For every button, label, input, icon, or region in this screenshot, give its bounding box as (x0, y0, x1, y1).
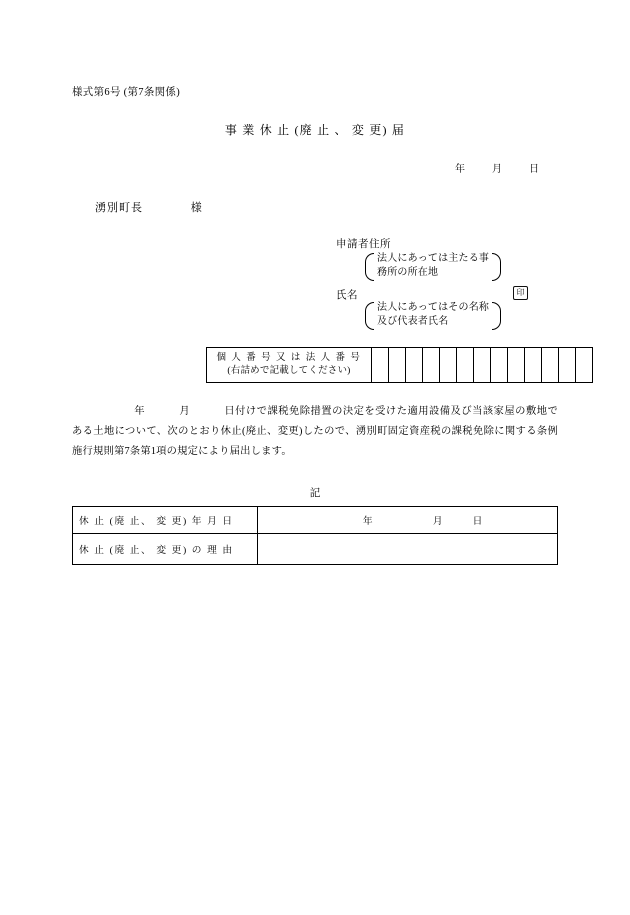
brace-right-icon (492, 302, 501, 330)
applicant-address-note-line2: 務所の所在地 (377, 267, 439, 278)
table-row (73, 507, 558, 534)
addressee-honorific: 様 (190, 202, 203, 214)
number-cell[interactable] (559, 348, 576, 383)
body-date-year: 年 (134, 406, 146, 417)
value-day-label: 日 (472, 516, 483, 527)
date-day-label: 日 (529, 164, 540, 175)
applicant-address-note-line1: 法人にあっては主たる事 (377, 253, 490, 264)
page-title: 事 業 休 止 (廃 止 、 変 更) 届 (224, 123, 406, 137)
brace-left-icon (365, 302, 374, 330)
number-cell[interactable] (389, 348, 406, 383)
body-date-month: 月 (179, 406, 191, 417)
number-cell[interactable] (474, 348, 491, 383)
number-cell[interactable] (440, 348, 457, 383)
date-month-label: 月 (492, 164, 503, 175)
number-cell[interactable] (406, 348, 423, 383)
applicant-address-note (365, 252, 501, 280)
body-paragraph (72, 402, 558, 462)
form-code: 様式第6号 (第7条関係) (72, 87, 181, 98)
addressee (95, 199, 203, 215)
number-table-label-line2: (右詰めで記載してください) (227, 366, 351, 376)
value-month-label: 月 (432, 516, 443, 527)
number-cell[interactable] (372, 348, 389, 383)
number-cell[interactable] (525, 348, 542, 383)
number-table-label-line1: 個 人 番 号 又 は 法 人 番 号 (216, 353, 362, 363)
row-value-suspension-reason[interactable] (258, 534, 558, 565)
number-cell[interactable] (508, 348, 525, 383)
applicant-name-note (365, 301, 501, 329)
applicant-name-label: 氏名 (336, 290, 358, 301)
applicant-name-note-line1: 法人にあってはその名称 (377, 302, 490, 313)
row-value-suspension-date[interactable] (258, 507, 558, 534)
table-row (207, 348, 593, 383)
ki-mark: 記 (309, 488, 321, 499)
detail-table (72, 506, 558, 565)
addressee-name: 湧別町長 (95, 202, 143, 214)
row-label-suspension-date: 休 止 (廃 止、 変 更) 年 月 日 (73, 507, 258, 534)
seal-stamp-icon: 印 (513, 286, 528, 300)
number-table (206, 347, 593, 383)
date-year-label: 年 (455, 164, 466, 175)
value-year-label: 年 (362, 516, 373, 527)
applicant-name-note-line2: 及び代表者氏名 (377, 316, 449, 327)
number-cell[interactable] (576, 348, 593, 383)
number-cell[interactable] (457, 348, 474, 383)
number-cell[interactable] (491, 348, 508, 383)
number-cell[interactable] (542, 348, 559, 383)
row-label-suspension-reason: 休 止 (廃 止、 変 更) の 理 由 (73, 534, 258, 565)
number-cell[interactable] (423, 348, 440, 383)
number-table-label (207, 348, 372, 383)
table-row (73, 534, 558, 565)
applicant-address-label: 申請者住所 (336, 239, 391, 250)
date-line-top (455, 160, 540, 175)
brace-left-icon (365, 253, 374, 281)
body-text: 日付けで課税免除措置の決定を受けた適用設備及び当該家屋の敷地である土地について、次のとおり休止(廃止、変更)したので、湧別町固定資産税の課税免除に関する条例施行規則第7条第1項の規定により届出します。 (72, 406, 558, 457)
brace-right-icon (492, 253, 501, 281)
